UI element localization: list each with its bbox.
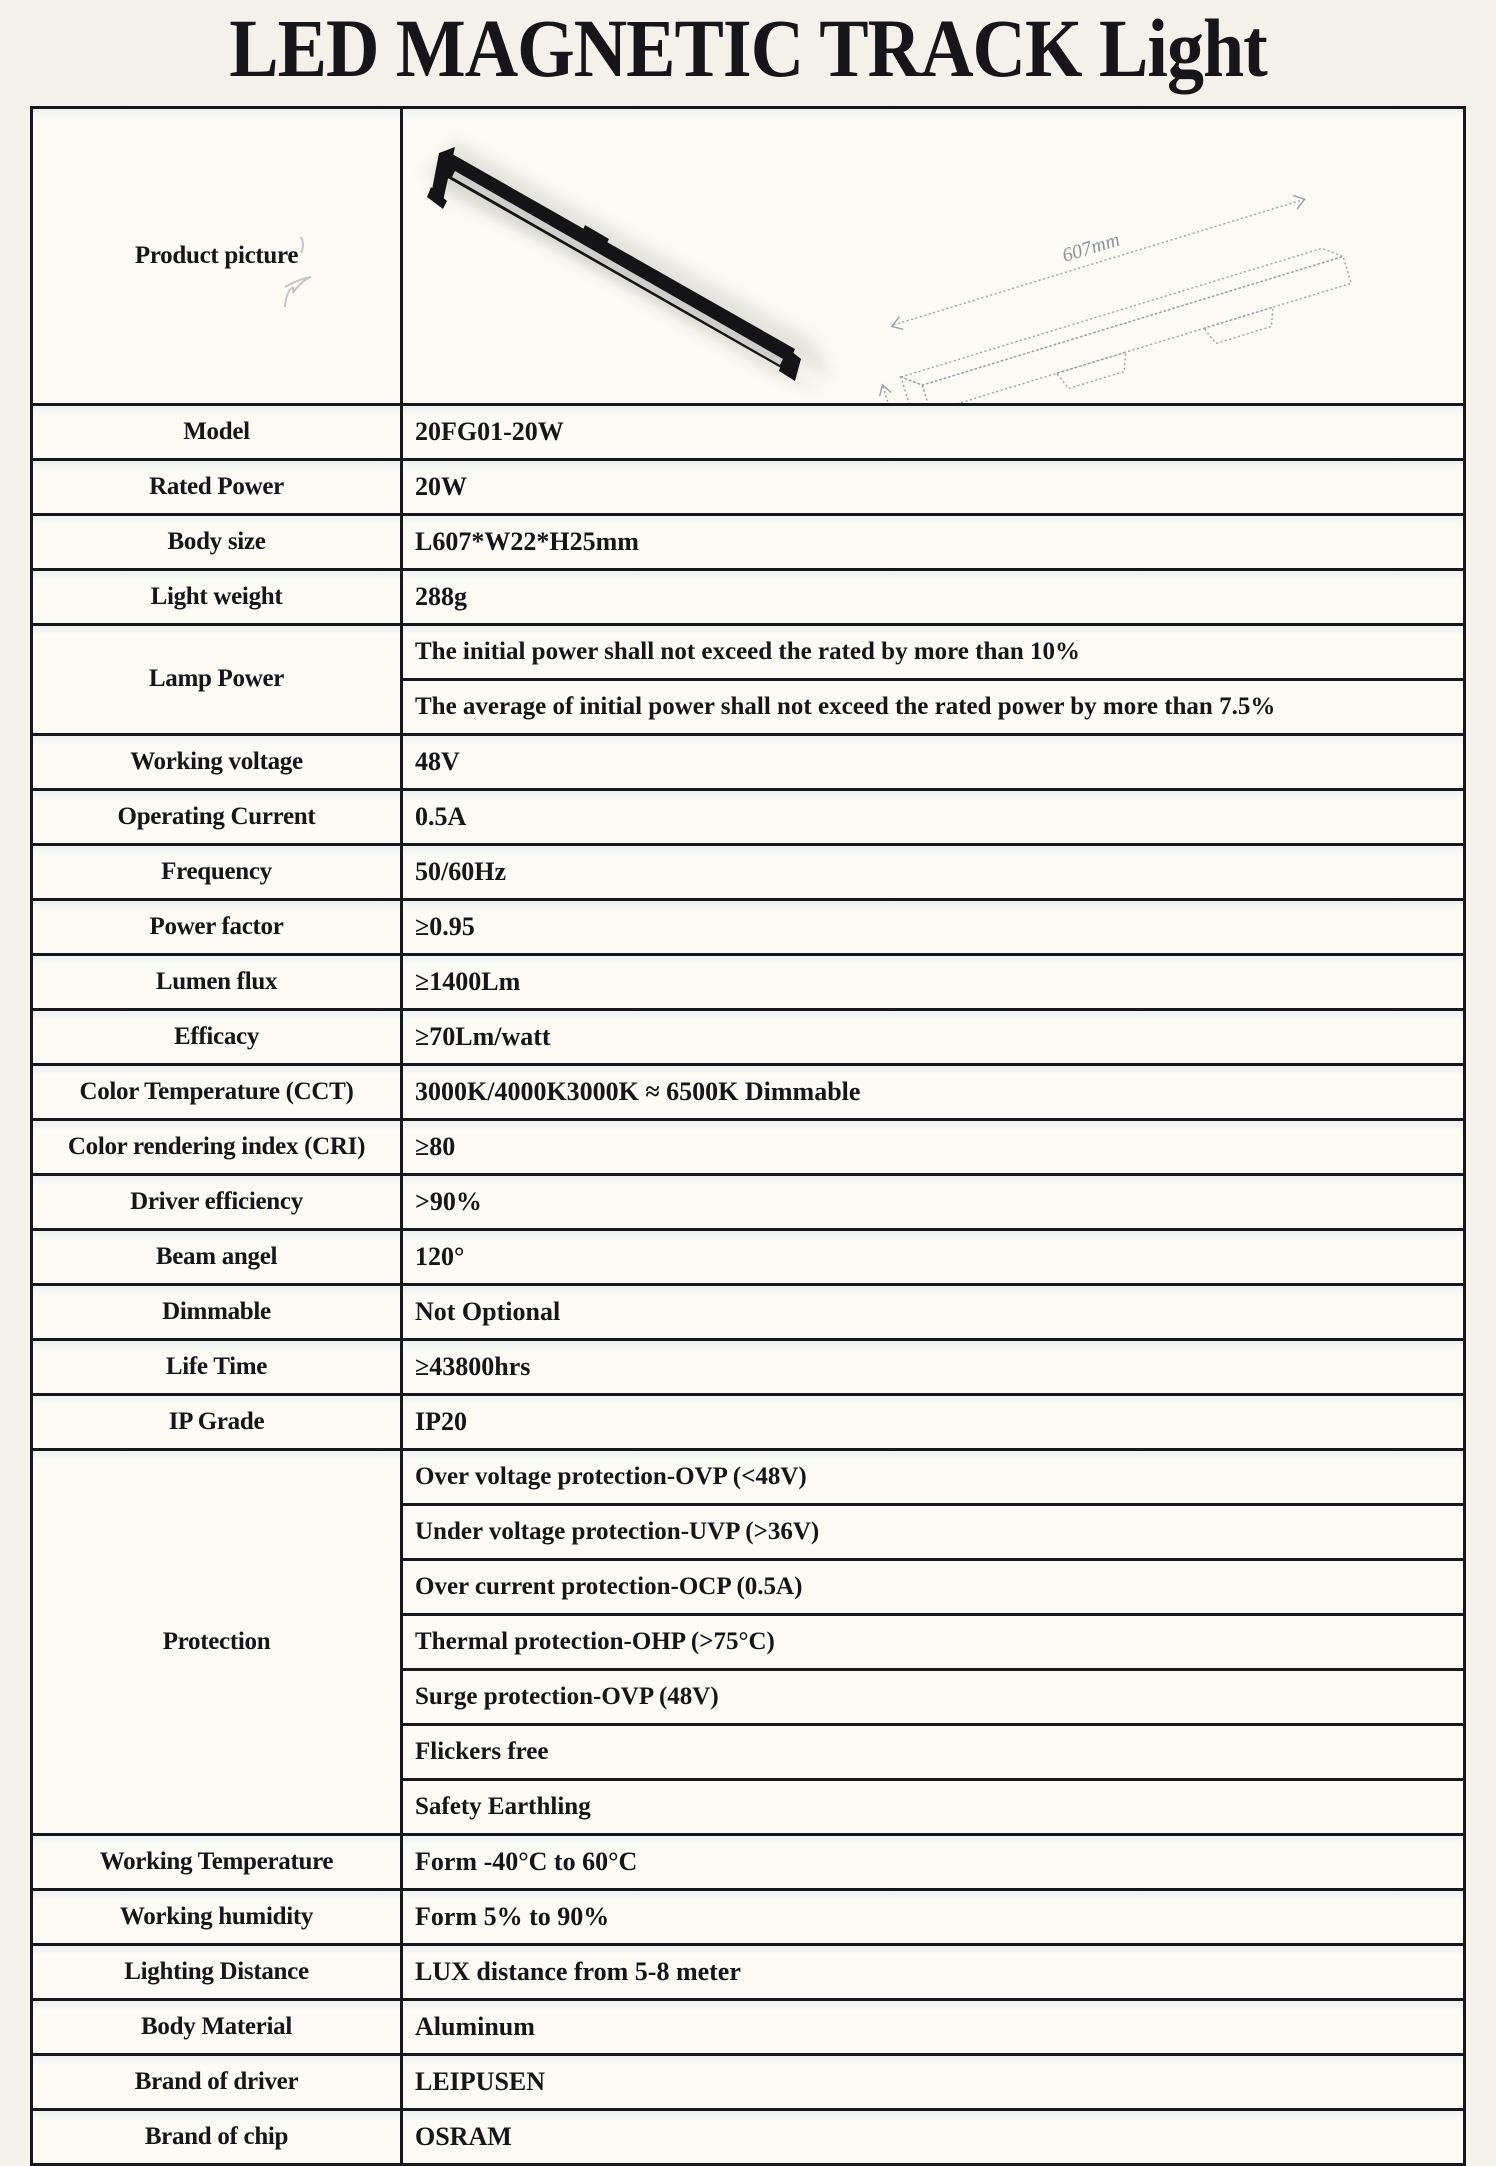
- spec-row-working-humidity: [33, 1888, 1463, 1943]
- row-value: OSRAM: [415, 2122, 512, 2151]
- spec-row-body-material: [33, 1998, 1463, 2053]
- spec-row-protection: [33, 1448, 1463, 1833]
- row-value: 20FG01-20W: [415, 417, 564, 446]
- protection-line: Thermal protection-OHP (>75°C): [403, 1613, 1463, 1668]
- spec-row-model: [33, 403, 1463, 458]
- spec-row-lighting-distance: [33, 1943, 1463, 1998]
- row-label: Driver efficiency: [33, 1176, 403, 1228]
- protection-line: Safety Earthling: [403, 1778, 1463, 1833]
- row-label: Operating Current: [33, 791, 403, 843]
- row-value: 50/60Hz: [415, 857, 506, 886]
- dimension-label: 607mm: [1059, 228, 1123, 267]
- row-value: Not Optional: [415, 1297, 561, 1326]
- row-label: Frequency: [33, 846, 403, 898]
- row-value: Form 5% to 90%: [415, 1902, 610, 1931]
- spec-row-efficacy: [33, 1008, 1463, 1063]
- row-value: ≥70Lm/watt: [415, 1022, 551, 1051]
- protection-lines: [403, 1451, 1463, 1833]
- row-label: Beam angel: [33, 1231, 403, 1283]
- row-label: Model: [33, 406, 403, 458]
- row-label: Brand of driver: [33, 2056, 403, 2108]
- row-value: Aluminum: [415, 2012, 535, 2041]
- row-value: 48V: [415, 747, 460, 776]
- spec-row-color-temperature: [33, 1063, 1463, 1118]
- row-label: Efficacy: [33, 1011, 403, 1063]
- lamp-power-lines: [403, 626, 1463, 733]
- row-label: Light weight: [33, 571, 403, 623]
- protection-line: Flickers free: [403, 1723, 1463, 1778]
- row-value: 20W: [415, 472, 467, 501]
- product-picture-cell: [403, 109, 1463, 403]
- spec-row-frequency: [33, 843, 1463, 898]
- protection-line: Surge protection-OVP (48V): [403, 1668, 1463, 1723]
- track-light-dimension-drawing: [853, 168, 1356, 403]
- row-value: Form -40°C to 60°C: [415, 1847, 638, 1876]
- row-value: >90%: [415, 1187, 482, 1216]
- row-label: Lamp Power: [33, 626, 403, 733]
- lamp-power-line: The average of initial power shall not exceed the rated power by more than 7.5%: [403, 678, 1463, 733]
- row-value: 120°: [415, 1242, 465, 1271]
- spec-row-color-rendering-index: [33, 1118, 1463, 1173]
- spec-row-lamp-power: [33, 623, 1463, 733]
- row-value: 288g: [415, 582, 467, 611]
- row-label: Working Temperature: [33, 1836, 403, 1888]
- pencil-mark: [273, 229, 333, 319]
- protection-line: Under voltage protection-UVP (>36V): [403, 1503, 1463, 1558]
- spec-row-working-temperature: [33, 1833, 1463, 1888]
- spec-row-working-voltage: [33, 733, 1463, 788]
- row-label: Body size: [33, 516, 403, 568]
- spec-row-brand-of-chip: [33, 2108, 1463, 2163]
- lamp-power-line: The initial power shall not exceed the rated by more than 10%: [415, 638, 1081, 665]
- spec-table: [30, 106, 1466, 2166]
- spec-row-power-factor: [33, 898, 1463, 953]
- row-label: Power factor: [33, 901, 403, 953]
- page-title: LED MAGNETIC TRACK Light: [229, 3, 1267, 95]
- spec-row-dimmable: [33, 1283, 1463, 1338]
- protection-line: Over current protection-OCP (0.5A): [403, 1558, 1463, 1613]
- spec-row-driver-efficiency: [33, 1173, 1463, 1228]
- spec-row-ip-grade: [33, 1393, 1463, 1448]
- spec-row-lumen-flux: [33, 953, 1463, 1008]
- row-value: ≥80: [415, 1132, 456, 1161]
- row-label: Dimmable: [33, 1286, 403, 1338]
- row-label: Working voltage: [33, 736, 403, 788]
- row-value: L607*W22*H25mm: [415, 527, 639, 556]
- row-value: ≥43800hrs: [415, 1352, 531, 1381]
- spec-row-body-size: [33, 513, 1463, 568]
- row-value: LEIPUSEN: [415, 2067, 546, 2096]
- row-label: Brand of chip: [33, 2111, 403, 2163]
- row-label: Working humidity: [33, 1891, 403, 1943]
- row-value: 3000K/4000K3000K ≈ 6500K Dimmable: [415, 1077, 861, 1106]
- product-picture-row: [33, 109, 1463, 403]
- row-value: LUX distance from 5-8 meter: [415, 1957, 741, 1986]
- row-label: Rated Power: [33, 461, 403, 513]
- spec-row-operating-current: [33, 788, 1463, 843]
- row-value: ≥0.95: [415, 912, 475, 941]
- row-label: Body Material: [33, 2001, 403, 2053]
- spec-row-light-weight: [33, 568, 1463, 623]
- row-value: 0.5A: [415, 802, 467, 831]
- row-value: ≥1400Lm: [415, 967, 521, 996]
- track-light-photo: [427, 147, 801, 381]
- spec-row-beam-angel: [33, 1228, 1463, 1283]
- protection-line: Over voltage protection-OVP (<48V): [415, 1463, 807, 1490]
- product-images: [403, 109, 1466, 403]
- row-value: IP20: [415, 1407, 467, 1436]
- row-label: Lighting Distance: [33, 1946, 403, 1998]
- row-label: Color Temperature (CCT): [33, 1066, 403, 1118]
- row-label: Product picture: [33, 109, 403, 403]
- row-label: Lumen flux: [33, 956, 403, 1008]
- spec-row-rated-power: [33, 458, 1463, 513]
- row-label: Protection: [33, 1451, 403, 1833]
- spec-row-brand-of-driver: [33, 2053, 1463, 2108]
- row-label: Life Time: [33, 1341, 403, 1393]
- row-label: IP Grade: [33, 1396, 403, 1448]
- row-label: Color rendering index (CRI): [33, 1121, 403, 1173]
- spec-row-life-time: [33, 1338, 1463, 1393]
